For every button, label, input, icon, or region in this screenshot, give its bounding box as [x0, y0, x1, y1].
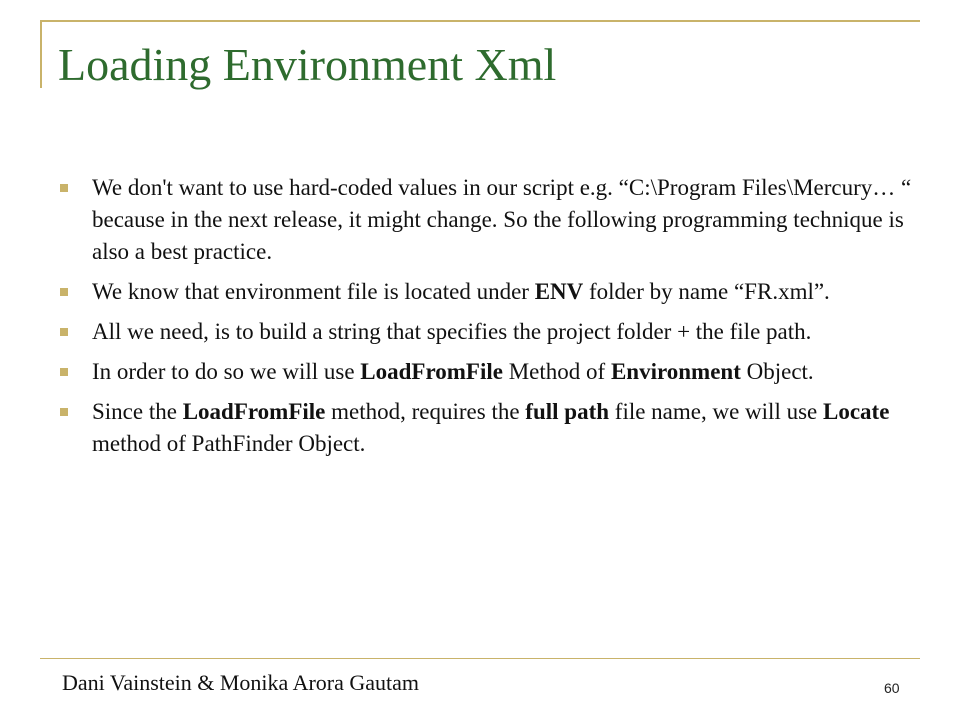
page-number: 60 [884, 680, 900, 696]
bullet-text: All we need, is to build a string that specifies the project folder + the file path. [92, 319, 812, 344]
bullet-item [56, 276, 916, 308]
bold-term: Locate [823, 399, 890, 424]
bullet-square-icon [60, 288, 68, 296]
bullet-text: Method of [502, 359, 611, 384]
footer-rule [40, 658, 920, 659]
bold-term: Environment [610, 359, 741, 384]
bullet-square-icon [60, 408, 68, 416]
slide-frame-left-rule [40, 20, 42, 88]
bullet-item [56, 396, 916, 460]
bullet-text: folder by name “FR.xml”. [583, 279, 830, 304]
bullet-item [56, 356, 916, 388]
bullet-item [56, 172, 916, 268]
bullet-text: In order to do so we will use [92, 359, 361, 384]
bold-term: ENV [534, 279, 584, 304]
bullet-text: method, requires the [325, 399, 526, 424]
bullet-square-icon [60, 368, 68, 376]
bullet-text: We don't want to use hard-coded values in our script e.g. “C:\Program Files\Mercury… “ because in the next release, it might change. So the following programming technique is also a best practice. [92, 175, 912, 264]
slide-title: Loading Environment Xml [58, 39, 557, 90]
bold-term: LoadFromFile [182, 399, 326, 424]
bullet-text: Object. [740, 359, 814, 384]
bullet-text: file name, we will use [609, 399, 823, 424]
bold-term: full path [525, 399, 610, 424]
bullet-text: We know that environment file is located under [92, 279, 535, 304]
bullet-list [56, 172, 916, 468]
bold-term: LoadFromFile [360, 359, 503, 384]
bullet-text: Since the [92, 399, 183, 424]
footer-author: Dani Vainstein & Monika Arora Gautam [62, 670, 420, 695]
bullet-square-icon [60, 184, 68, 192]
bullet-text: method of PathFinder Object. [92, 431, 366, 456]
bullet-item [56, 316, 916, 348]
bullet-square-icon [60, 328, 68, 336]
slide-frame-top-rule [40, 20, 920, 22]
